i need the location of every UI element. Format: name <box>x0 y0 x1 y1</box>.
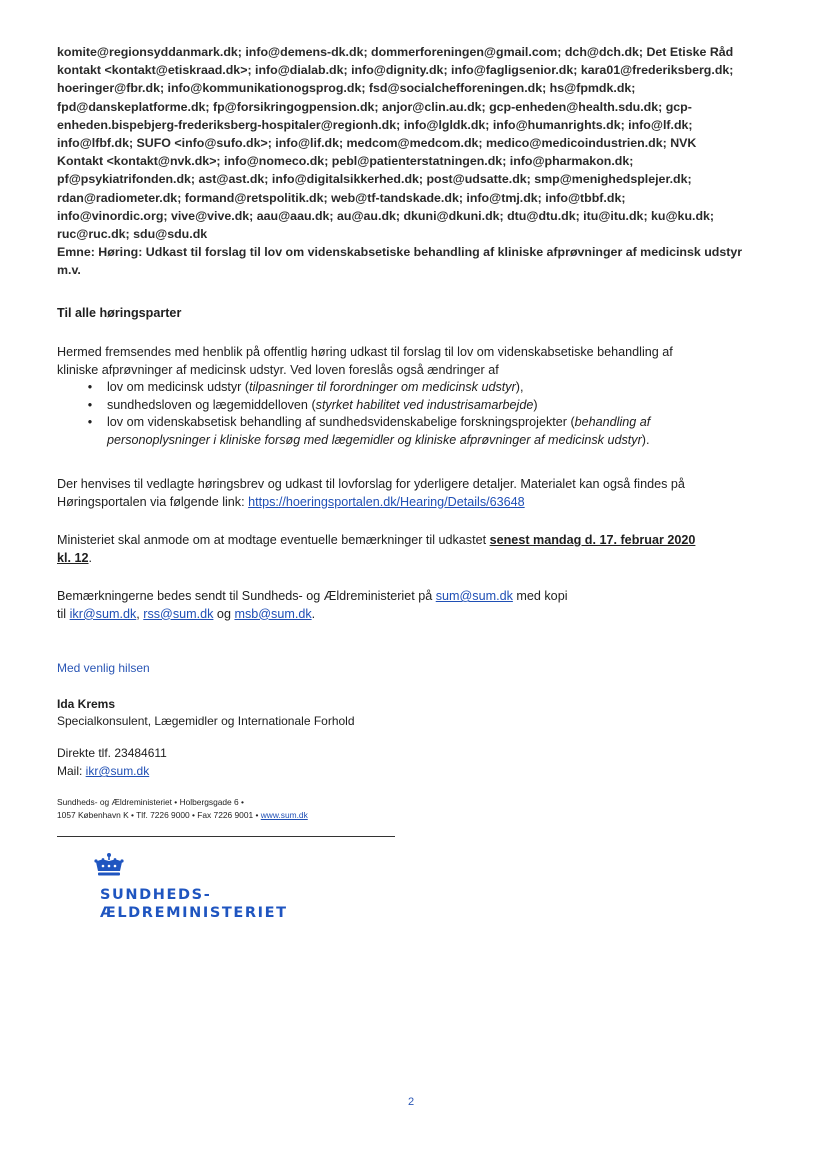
recipient-line: komite@regionsyddanmark.dk; info@demens-dk.dk; dommerforeningen@gmail.com; dch@dch.dk; Det Etiske Råd <box>57 45 734 59</box>
deadline-paragraph: Ministeriet skal anmode om at modtage eventuelle bemærkninger til udkastet senest mandag d. 17. februar 2020 kl. 12. <box>57 533 696 565</box>
amendment-list <box>57 379 777 449</box>
rss-email-link[interactable]: rss@sum.dk <box>143 606 214 621</box>
intro-line: Hermed fremsendes med henblik på offentlig høring udkast til forslag til lov om videnskabsetiske behandling af <box>57 345 673 359</box>
logo-line: ÆLDREMINISTERIET <box>100 905 288 921</box>
ministry-logo <box>100 886 288 922</box>
signer-name: Ida Krems <box>57 697 116 711</box>
signer-email-link[interactable]: ikr@sum.dk <box>85 764 150 778</box>
recipient-line: fpd@danskeplatforme.dk; fp@forsikringogpension.dk; anjor@clin.au.dk; gcp-enheden@health.sdu.dk; gcp- <box>57 99 692 114</box>
recipient-line: hoeringer@fbr.dk; info@kommunikationogsprog.dk; fsd@socialchefforeningen.dk; hs@fpmdk.dk; <box>57 81 636 96</box>
recipient-list <box>57 43 777 280</box>
subject-line-cont: m.v. <box>57 263 81 278</box>
list-item: • sundhedsloven og lægemiddelloven (styrket habilitet ved industrisamarbejde) <box>107 397 777 415</box>
recipient-line: ruc@ruc.dk; sdu@sdu.dk <box>57 227 208 242</box>
deadline-time: kl. 12 <box>57 550 89 565</box>
subject-line: Emne: Høring: Udkast til forslag til lov om videnskabsetiske behandling af kliniske afprøvninger af medicinsk udstyr <box>57 245 743 260</box>
crown-icon <box>92 852 126 880</box>
ikr-email-link[interactable]: ikr@sum.dk <box>69 606 137 621</box>
reference-line: Høringsportalen via følgende link: https://hoeringsportalen.dk/Hearing/Details/63648 <box>57 494 525 509</box>
recipient-line: enheden.bispebjerg-frederiksberg-hospitaler@regionh.dk; info@lgldk.dk; info@humanrights.dk; info@lf.dk; <box>57 117 693 132</box>
list-item: • lov om videnskabsetisk behandling af sundhedsvidenskabelige forskningsprojekter (behandling af personoplysninger i kliniske forsøg med lægemidler og kliniske afprøvninger af medicinsk udstyr). <box>107 414 777 449</box>
signer-mail: Mail: ikr@sum.dk <box>57 764 150 778</box>
bullet-icon: • <box>87 397 93 412</box>
page-number: 2 <box>408 1096 415 1108</box>
signer-title: Specialkonsulent, Lægemidler og Internationale Forhold <box>57 714 355 728</box>
hearing-portal-link[interactable]: https://hoeringsportalen.dk/Hearing/Details/63648 <box>248 494 525 509</box>
intro-paragraph <box>57 344 777 450</box>
logo-line: SUNDHEDS- <box>100 887 212 903</box>
closing-regards: Med venlig hilsen <box>57 661 150 675</box>
footer-divider <box>57 836 395 837</box>
signer-phone: Direkte tlf. 23484611 <box>57 746 167 760</box>
recipient-line: pf@psykiatrifonden.dk; ast@ast.dk; info@digitalsikkerhed.dk; post@udsatte.dk; smp@menighedsplejer.dk; <box>57 172 692 187</box>
deadline-date: senest mandag d. 17. februar 2020 <box>489 533 696 547</box>
msb-email-link[interactable]: msb@sum.dk <box>234 606 312 621</box>
recipient-line: kontakt <kontakt@etiskraad.dk>; info@dialab.dk; info@dignity.dk; info@fagligsenior.dk; kara01@frederiksberg.dk; <box>57 63 734 78</box>
sum-email-link[interactable]: sum@sum.dk <box>435 589 513 603</box>
reference-paragraph <box>57 476 777 511</box>
recipient-line: info@vinordic.org; vive@vive.dk; aau@aau.dk; au@au.dk; dkuni@dkuni.dk; dtu@dtu.dk; itu@itu.dk; ku@ku.dk; <box>57 208 715 223</box>
submission-paragraph: Bemærkningerne bedes sendt til Sundheds- og Ældreministeriet på sum@sum.dk med kopi til ikr@sum.dk, rss@sum.dk og msb@sum.dk. <box>57 589 568 621</box>
bullet-icon: • <box>87 415 93 430</box>
bullet-icon: • <box>87 380 93 395</box>
recipient-line: info@lfbf.dk; SUFO <info@sufo.dk>; info@lif.dk; medcom@medcom.dk; medico@medicoindustrien.dk; NVK <box>57 136 697 151</box>
reference-line: Der henvises til vedlagte høringsbrev og udkast til lovforslag for yderligere detaljer. Materialet kan også findes på <box>57 477 685 491</box>
website-link[interactable]: www.sum.dk <box>260 810 308 820</box>
recipient-line: rdan@radiometer.dk; formand@retspolitik.dk; web@tf-tandskade.dk; info@tmj.dk; info@tbbf.dk; <box>57 190 626 205</box>
recipient-line: Kontakt <kontakt@nvk.dk>; info@nomeco.dk; pebl@patienterstatningen.dk; info@pharmakon.dk; <box>57 154 634 169</box>
intro-line: kliniske afprøvninger af medicinsk udstyr. Ved loven foreslås også ændringer af <box>57 362 499 377</box>
greeting-heading: Til alle høringsparter <box>57 306 182 320</box>
list-item: • lov om medicinsk udstyr (tilpasninger til forordninger om medicinsk udstyr), <box>107 379 777 397</box>
ministry-address: Sundheds- og Ældreministeriet • Holbergsgade 6 • 1057 København K • Tlf. 7226 9000 • Fax 7226 9001 • www.sum.dk <box>57 797 308 820</box>
